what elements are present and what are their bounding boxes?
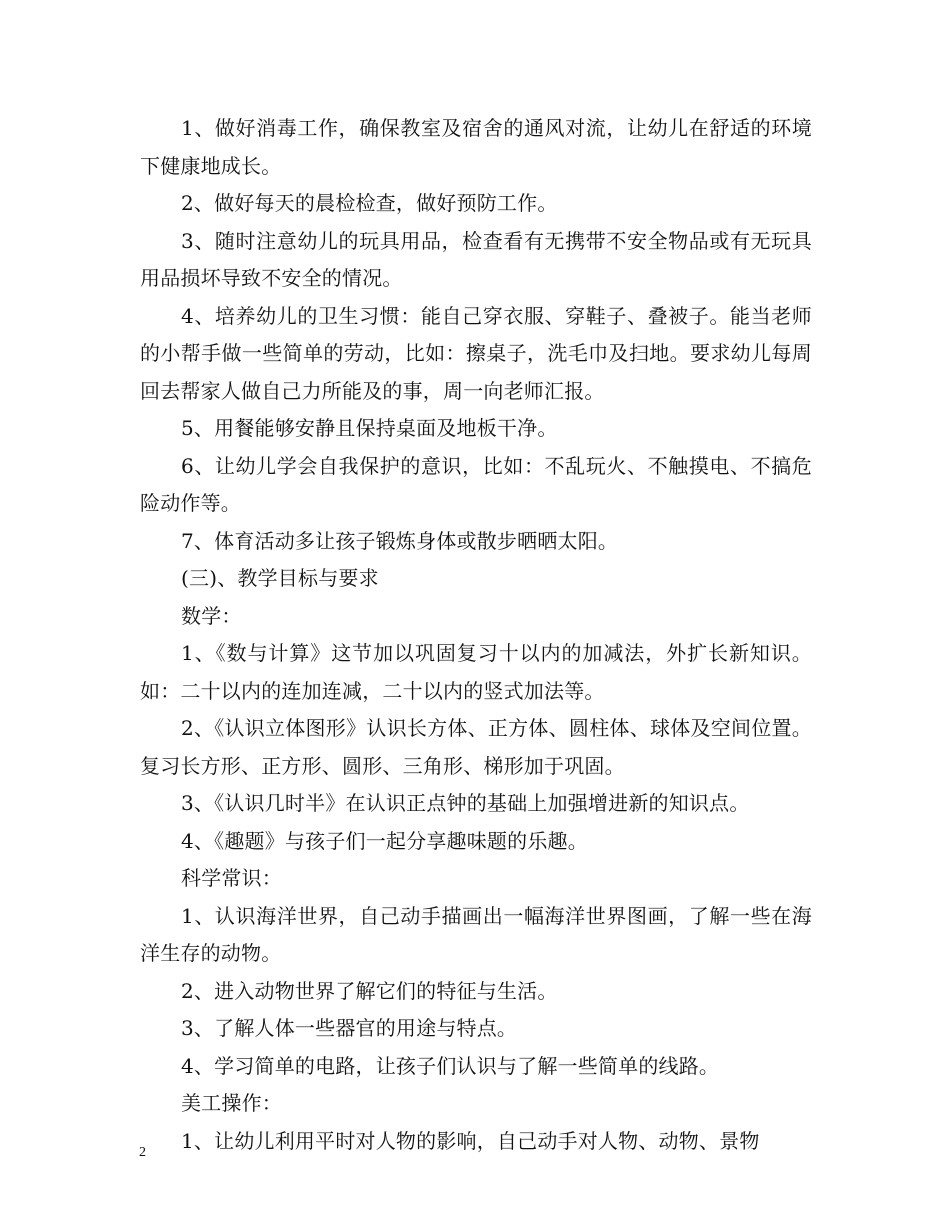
- paragraph: 1、认识海洋世界，自己动手描画出一幅海洋世界图画，了解一些在海洋生存的动物。: [140, 903, 812, 965]
- paragraph: 4、学习简单的电路，让孩子们认识与了解一些简单的线路。: [181, 1053, 720, 1078]
- paragraph: 3、随时注意幼儿的玩具用品，检查看有无携带不安全物品或有无玩具用品损坏导致不安全的情况。: [140, 228, 812, 290]
- paragraph: 2、《认识立体图形》认识长方体、正方体、圆柱体、球体及空间位置。复习长方形、正方形、圆形、三角形、梯形加于巩固。: [140, 716, 812, 778]
- paragraph: 4、《趣题》与孩子们一起分享趣味题的乐趣。: [181, 828, 588, 853]
- section-heading: (三)、教学目标与要求: [181, 566, 379, 590]
- subject-heading-math: 数学：: [181, 603, 242, 628]
- paragraph: 1、做好消毒工作，确保教室及宿舍的通风对流，让幼儿在舒适的环境下健康地成长。: [140, 116, 812, 178]
- paragraph: 1、让幼儿利用平时对人物的影响，自己动手对人物、动物、景物: [181, 1128, 760, 1153]
- paragraph: 3、了解人体一些器官的用途与特点。: [181, 1016, 518, 1040]
- paragraph: 2、进入动物世界了解它们的特征与生活。: [181, 978, 558, 1003]
- document-body: [140, 110, 812, 1160]
- paragraph: 7、体育活动多让孩子锻炼身体或散步晒晒太阳。: [181, 528, 619, 553]
- paragraph: 2、做好每天的晨检检查，做好预防工作。: [181, 191, 558, 215]
- paragraph: 1、《数与计算》这节加以巩固复习十以内的加减法，外扩长新知识。如：二十以内的连加连减，二十以内的竖式加法等。: [140, 641, 812, 703]
- paragraph: 3、《认识几时半》在认识正点钟的基础上加强增进新的知识点。: [181, 791, 750, 815]
- page-number: 2: [139, 1145, 146, 1160]
- paragraph: 6、让幼儿学会自我保护的意识，比如：不乱玩火、不触摸电、不搞危险动作等。: [140, 453, 812, 515]
- paragraph: 4、培养幼儿的卫生习惯：能自己穿衣服、穿鞋子、叠被子。能当老师的小帮手做一些简单的劳动，比如：擦桌子，洗毛巾及扫地。要求幼儿每周回去帮家人做自己力所能及的事，周一向老师汇报。: [140, 303, 812, 403]
- subject-heading-art: 美工操作：: [181, 1091, 282, 1115]
- paragraph: 5、用餐能够安静且保持桌面及地板干净。: [181, 416, 558, 440]
- subject-heading-science: 科学常识：: [181, 866, 282, 890]
